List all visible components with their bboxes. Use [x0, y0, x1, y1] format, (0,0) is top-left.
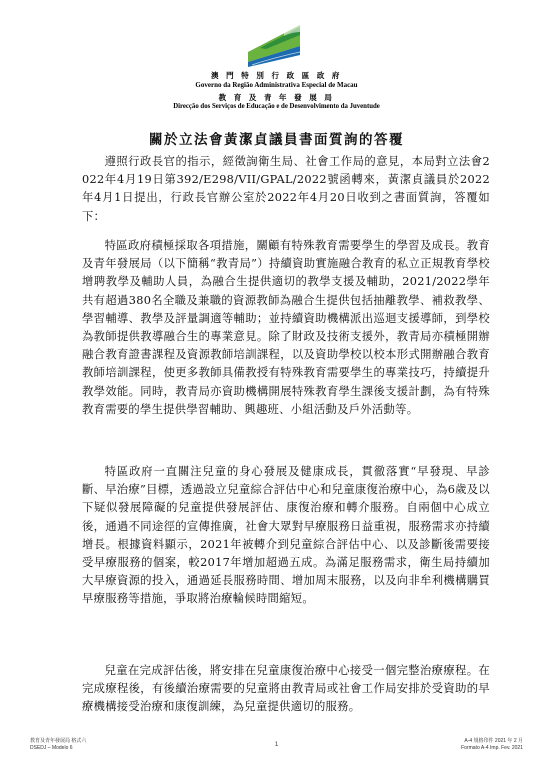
document-title: 關於立法會黃潔貞議員書面質詢的答覆: [149, 132, 404, 148]
page-number: 1: [274, 742, 279, 748]
footer-form-label-pt: DSEDJ – Modelo 6: [30, 745, 73, 751]
paragraph-1: 遵照行政長官的指示，經徵詢衛生局、社會工作局的意見，本局對立法會2022年4月19日第392/E298/VII/GPAL/2022號函轉來，黃潔貞議員於2022年4月1日提出，行政長官辦公室於2022年4月20日收到之書面質詢，答覆如下：: [82, 155, 490, 223]
footer-form-label-zh: 教育及青年發展局 格式六: [30, 738, 87, 744]
footer-print-format-pt: Formato A-4 Imp. Fev. 2021: [461, 745, 523, 751]
header-government-zh: 澳 門 特 別 行 政 區 政 府: [211, 71, 342, 80]
header-department-pt: Direcção dos Serviços de Educação e de Desenvolvimento da Juventude: [173, 103, 380, 110]
paragraph-3: 特區政府一直關注兒童的身心發展及健康成長，貫徹落實“早發現、早診斷、早治療”目標，透過設立兒童綜合評估中心和兒童康復治療中心，為6歲及以下疑似發展障礙的兒童提供發展評估、康復治療和轉介服務。自兩個中心成立後，通過不同途徑的宣傳推廣，社會大眾對早療服務日益重視，服務需求亦持續增長。根據資料顯示，2021年被轉介到兒童綜合評估中心、以及診斷後需要接受早療服務的個案，較2017年增加超過五成。為滿足服務需求，衛生局持續加大早療資源的投入，通過延長服務時間、增加周末服務，以及向非牟利機構購買早療服務等措施，爭取將治療輪候時間縮短。: [82, 465, 490, 606]
footer-print-format: [461, 738, 523, 752]
dsedj-emblem-icon: [246, 22, 302, 68]
header-department-zh: 教 育 及 青 年 發 展 局: [218, 93, 335, 102]
header-government-pt: Governo da Região Administrativa Especial de Macau: [195, 81, 358, 89]
footer-print-format-zh: A-4 規格印件 2021 年 2 月: [464, 738, 523, 744]
paragraph-2: 特區政府積極採取各項措施，關顧有特殊教育需要學生的學習及成長。教育及青年發展局（以下簡稱“教青局”）持續資助實施融合教育的私立正規教育學校增聘教學及輔助人員，為融合生提供適切的教學支援及輔助，2021/2022學年共有超過380名全職及兼職的資源教師為融合生提供包括抽離教學、補救教學、學習輔導、教學及評量調適等輔助；並持續資助機構派出巡迴支援導師，到學校為教師提供教導融合生的專業意見。除了財政及技術支援外，教青局亦積極開辦融合教育證書課程及資源教師培訓課程，以及資助學校以校本形式開辦融合教育教師培訓課程，使更多教師具備教授有特殊教育需要學生的專業技巧，持續提升教學效能。同時，教青局亦資助機構開展特殊教育學生課後支援計劃，為有特殊教育需要的學生提供學習輔助、興趣班、小組活動及戶外活動等。: [82, 239, 490, 416]
paragraph-4: 兒童在完成評估後，將安排在兒童康復治療中心接受一個完整治療療程。在完成療程後，有後續治療需要的兒童將由教青局或社會工作局安排於受資助的早療機構接受治療和康復訓練，為兒童提供適切的服務。: [82, 664, 490, 714]
